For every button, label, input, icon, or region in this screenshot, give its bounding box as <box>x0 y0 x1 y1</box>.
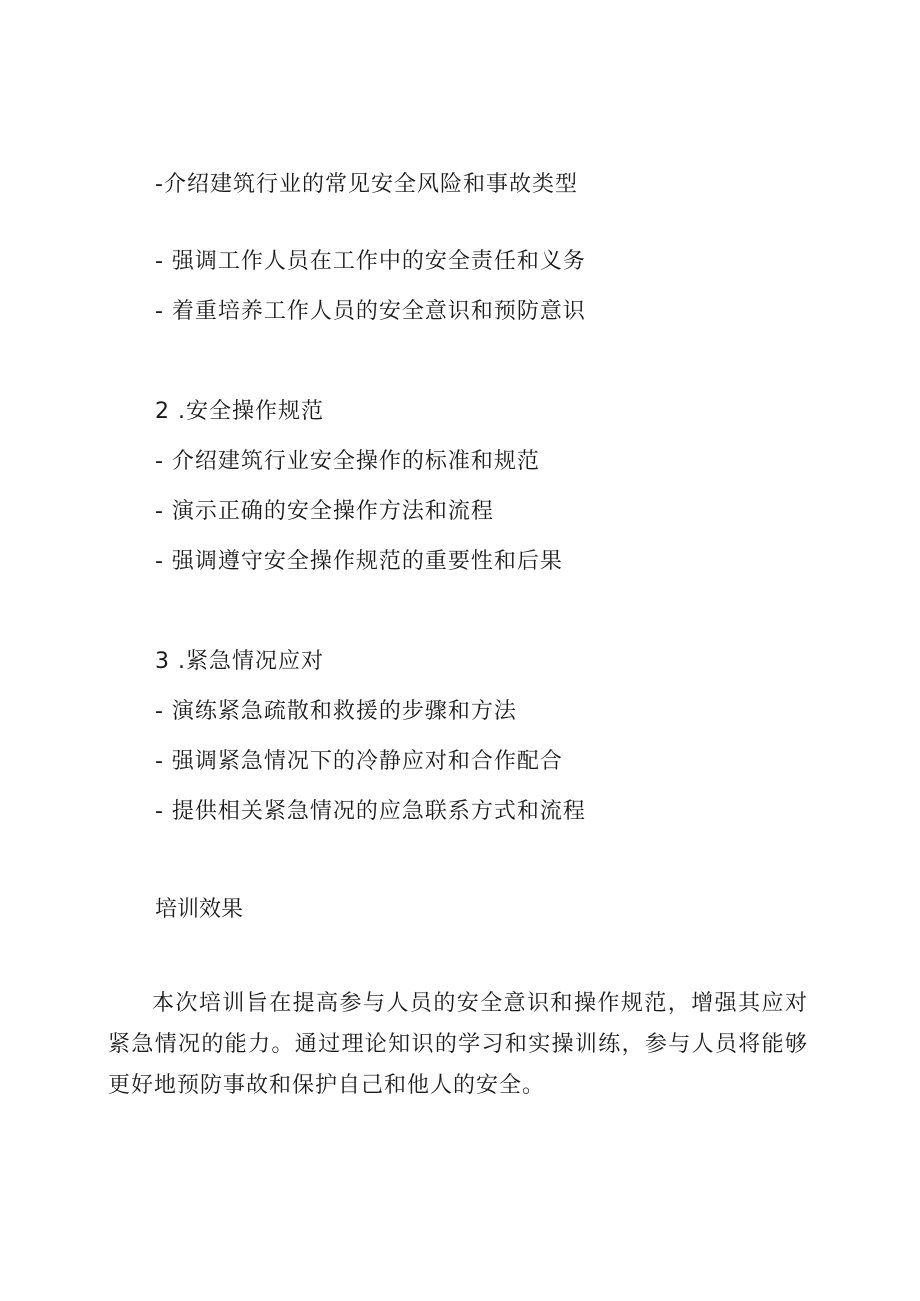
bullet-item: -介绍建筑行业的常见安全风险和事故类型 <box>155 172 578 197</box>
bullet-item: - 演示正确的安全操作方法和流程 <box>155 499 494 524</box>
section-heading: 3 .紧急情况应对 <box>155 649 324 674</box>
section-heading: 2 .安全操作规范 <box>155 399 324 424</box>
bullet-item: - 介绍建筑行业安全操作的标准和规范 <box>155 449 540 474</box>
effect-paragraph: 本次培训旨在提高参与人员的安全意识和操作规范，增强其应对紧急情况的能力。通过理论知识的学习和实操训练，参与人员将能够更好地预防事故和保护自己和他人的安全。 <box>108 991 808 1098</box>
bullet-item: - 演练紧急疏散和救援的步骤和方法 <box>155 699 517 724</box>
bullet-item: - 强调遵守安全操作规范的重要性和后果 <box>155 549 563 574</box>
bullet-item: - 提供相关紧急情况的应急联系方式和流程 <box>155 799 586 824</box>
bullet-item: - 强调紧急情况下的冷静应对和合作配合 <box>155 749 563 774</box>
bullet-item: - 强调工作人员在工作中的安全责任和义务 <box>155 249 586 274</box>
bullet-item: - 着重培养工作人员的安全意识和预防意识 <box>155 299 586 324</box>
section-heading: 培训效果 <box>155 897 244 922</box>
